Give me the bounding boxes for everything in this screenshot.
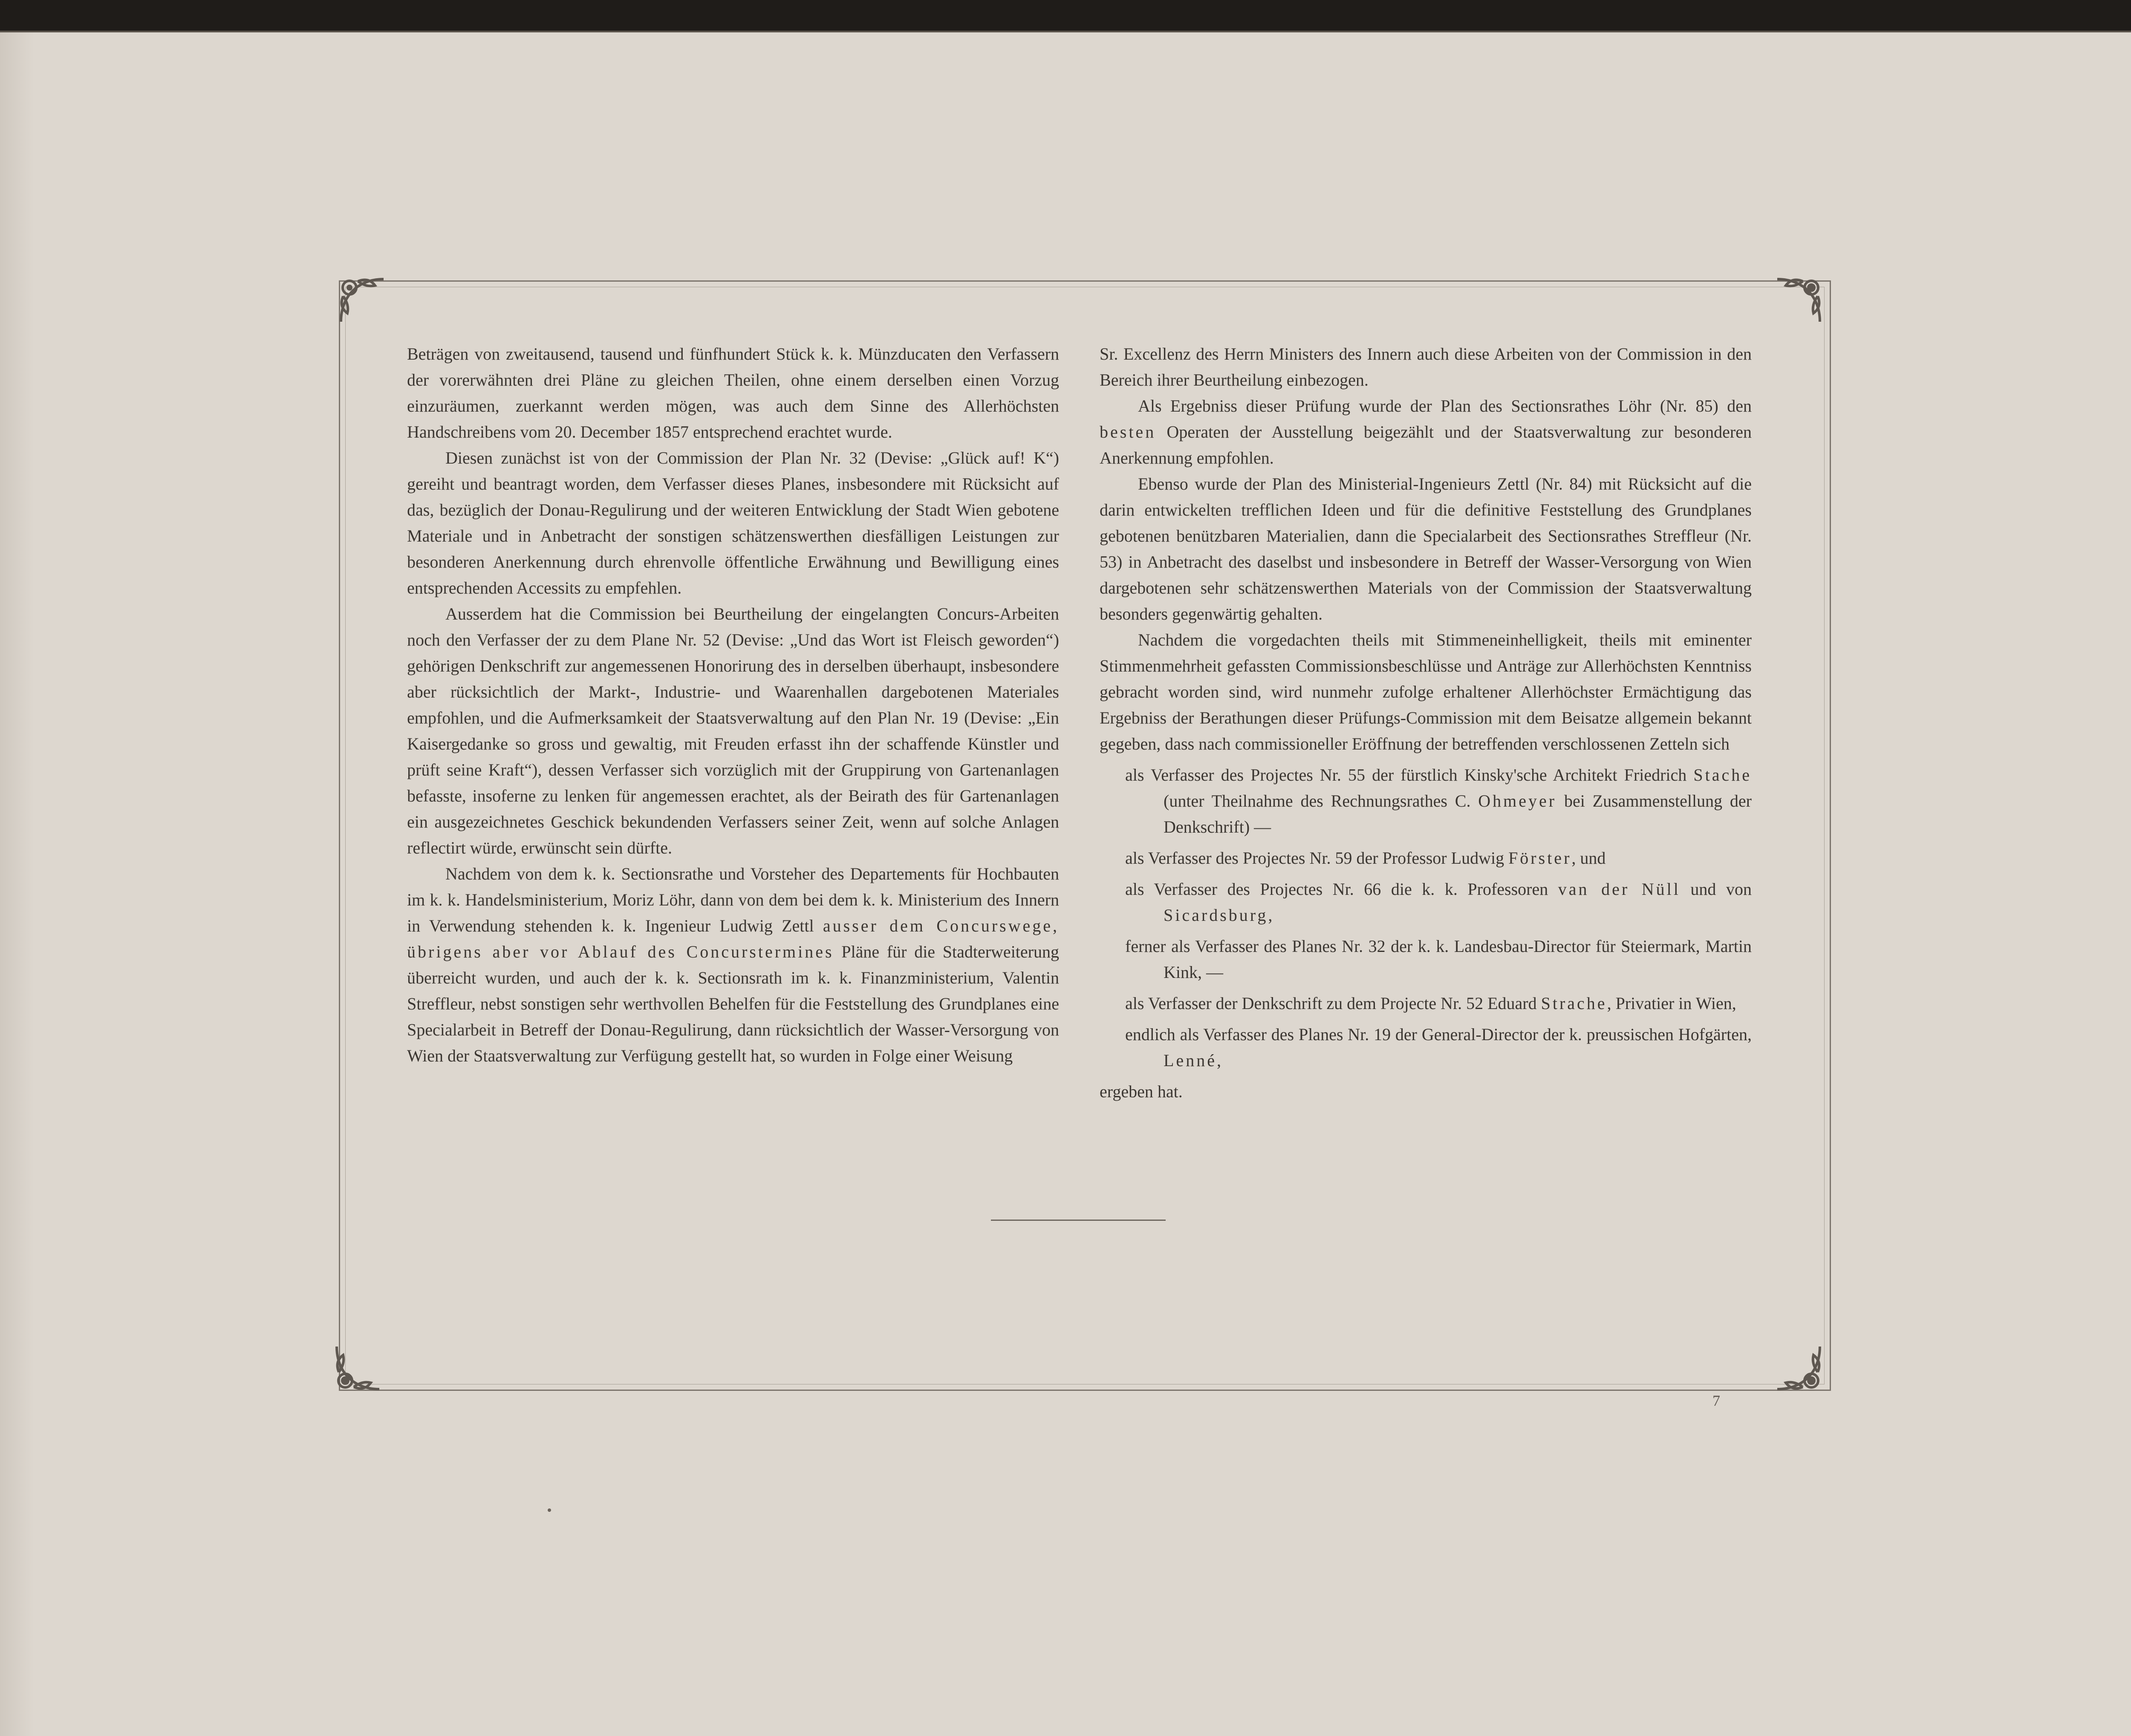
spaced-name: Lenné xyxy=(1164,1051,1217,1070)
list-item xyxy=(1100,876,1752,928)
text-column-left xyxy=(407,341,1059,1069)
spaced-name: Ohmeyer xyxy=(1478,791,1557,810)
closing-line: ergeben hat. xyxy=(1100,1082,1183,1101)
text-run: , und xyxy=(1571,848,1606,868)
spaced-text: besten xyxy=(1100,422,1156,441)
list-item xyxy=(1100,990,1752,1016)
spaced-name: Stache xyxy=(1693,765,1752,784)
text-run: , Privatier in Wien, xyxy=(1607,994,1736,1013)
text-run: und von xyxy=(1680,880,1752,899)
list-item xyxy=(1100,762,1752,840)
page-mark: 7 xyxy=(1712,1392,1720,1409)
paragraph: Ausserdem hat die Commission bei Beurtheilung der eingelangten Concurs-Arbeiten noch den Verfasser der zu dem Plane Nr. 52 (Devise: „Und das Wort ist Fleisch geworden“) gehörigen Denkschrift zur angemessenen Honorirung des in derselben überhaupt, insbesondere aber rücksichtlich der Markt-, Industrie- und Waarenhallen dargebotenen Materiales empfohlen, und die Aufmerksamkeit der Staatsverwaltung auf den Plan Nr. 19 (Devise: „Ein Kaisergedanke so gross und gewaltig, mit Freuden erfasst ihn der schaffende Künstler und prüft seine Kraft“), dessen Verfasser sich vorzüglich mit der Gruppirung von Gartenanlagen befasste, insoferne zu lenken für angemessen erachtet, als der Beirath des für Gartenanlagen ein ausgezeichnetes Geschick bekundenden Verfassers seiner Zeit, wenn auf solche Anlagen reflectirt würde, erwünscht sein dürfte. xyxy=(407,604,1059,857)
corner-ornament-bottom-right-icon xyxy=(1764,1334,1828,1398)
corner-ornament-top-left-icon xyxy=(332,271,396,335)
corner-ornament-bottom-left-icon xyxy=(328,1334,392,1398)
text-run: als Verfasser des Projectes Nr. 66 die k. k. Professoren xyxy=(1125,880,1558,899)
corner-ornament-top-right-icon xyxy=(1764,271,1828,335)
text-run: (unter Theilnahme des Rechnungsrathes C. xyxy=(1164,791,1478,810)
list-item xyxy=(1100,1021,1752,1073)
list-item xyxy=(1100,845,1752,871)
spaced-name: van der Nüll xyxy=(1558,880,1681,899)
spaced-name: Strache xyxy=(1541,994,1607,1013)
text-run: endlich als Verfasser des Planes Nr. 19 der General-Director der k. preussischen Hofgärten, xyxy=(1125,1025,1752,1044)
paragraph xyxy=(1100,393,1752,471)
text-run: Nachdem von dem k. k. Sectionsrathe und Vorsteher des Departements für Hochbauten im k. k. Handelsministerium, Moriz Löhr, dann von dem bei dem k. k. Ministerium des Innern in Verwendung stehenden k. k. Ingenieur Ludwig Zettl xyxy=(407,864,1059,935)
text-run: als Verfasser des Projectes Nr. 59 der Professor Ludwig xyxy=(1125,848,1509,868)
text-column-right xyxy=(1100,341,1752,1104)
spaced-name: Förster xyxy=(1508,848,1572,868)
text-run: als Verfasser des Projectes Nr. 55 der fürstlich Kinsky'sche Architekt Friedrich xyxy=(1125,765,1694,784)
separator-rule xyxy=(991,1220,1166,1221)
paragraph: Sr. Excellenz des Herrn Ministers des Innern auch diese Arbeiten von der Commission in den Bereich ihrer Beurtheilung einbezogen. xyxy=(1100,344,1752,389)
paragraph: Diesen zunächst ist von der Commission der Plan Nr. 32 (Devise: „Glück auf! K“) gereiht und beantragt worden, dem Verfasser dieses Planes, insbesondere mit Rücksicht auf das, bezüglich der Donau-Regulirung und der weiteren Entwicklung der Stadt Wien gebotene Materiale und in Anbetracht der sonstigen schätzenswerthen diesfälligen Leistungen zur besonderen Anerkennung durch ehrenvolle öffentliche Erwähnung und Bewilligung eines entsprechenden Accessits zu empfehlen. xyxy=(407,448,1059,597)
text-run: , xyxy=(1216,1051,1221,1070)
paragraph: Ebenso wurde der Plan des Ministerial-Ingenieurs Zettl (Nr. 84) mit Rücksicht auf die darin entwickelten trefflichen Ideen und für die definitive Feststellung des Grundplanes gebotenen benützbaren Materialien, dann die Specialarbeit des Sectionsrathes Streffleur (Nr. 53) in Anbetracht des daselbst und insbesondere in Betreff der Wasser-Versorgung von Wien dargebotenen sehr schätzenswerthen Materials von der Commission der Staatsverwaltung besonders gegenwärtig gehalten. xyxy=(1100,474,1752,623)
list-item: ferner als Verfasser des Planes Nr. 32 der k. k. Landesbau-Director für Steiermark, Martin Kink, — xyxy=(1125,937,1752,982)
text-run: Operaten der Ausstellung beigezählt und der Staatsverwaltung zur besonderen Anerkennung empfohlen. xyxy=(1100,422,1752,467)
text-run: , xyxy=(1268,905,1273,925)
text-run: als Verfasser der Denkschrift zu dem Projecte Nr. 52 Eduard xyxy=(1125,994,1541,1013)
paper-speck xyxy=(548,1508,551,1512)
text-run: bei Zusammenstellung der Denkschrift) — xyxy=(1164,791,1752,836)
spaced-text: ausser dem Concurswege, übrigens aber vor Ablauf des Concurstermines xyxy=(407,916,1059,961)
paragraph: Beträgen von zweitausend, tausend und fünfhundert Stück k. k. Münzducaten den Verfassern der vorerwähnten drei Pläne zu gleichen Theilen, ohne einem derselben einen Vorzug einzuräumen, zuerkannt werden mögen, was auch dem Sinne des Allerhöchsten Handschreibens vom 20. December 1857 entsprechend erachtet wurde. xyxy=(407,344,1059,441)
text-run: Pläne für die Stadterweiterung überreicht wurden, und auch der k. k. Sectionsrath im k. k. Finanzministerium, Valentin Streffleur, nebst sonstigen sehr werthvollen Behelfen für die Feststellung des Grundplanes eine Specialarbeit in Betreff der Donau-Regulirung, dann rücksichtlich der Wasser-Versorgung von Wien der Staatsverwaltung zur Verfügung gestellt hat, so wurden in Folge einer Weisung xyxy=(407,942,1059,1065)
paragraph xyxy=(407,861,1059,1069)
text-run: Als Ergebniss dieser Prüfung wurde der Plan des Sectionsrathes Löhr (Nr. 85) den xyxy=(1138,396,1752,415)
paragraph: Nachdem die vorgedachten theils mit Stimmeneinhelligkeit, theils mit eminenter Stimmenmehrheit gefassten Commissionsbeschlüsse und Anträge zur Allerhöchsten Kenntniss gebracht worden sind, wird nunmehr zufolge erhaltener Allerhöchster Ermächtigung das Ergebniss der Berathungen dieser Prüfungs-Commission mit dem Beisatze allgemein bekannt gegeben, dass nach commissioneller Eröffnung der betreffenden verschlossenen Zetteln sich xyxy=(1100,630,1752,753)
spaced-name: Sicardsburg xyxy=(1164,905,1268,925)
